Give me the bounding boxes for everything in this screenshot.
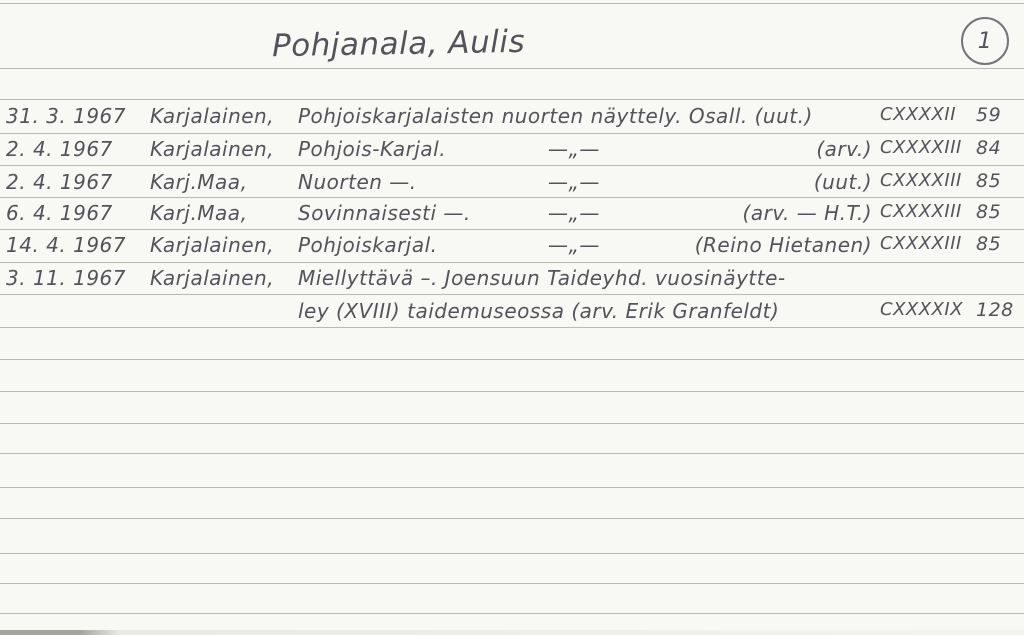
ruled-line — [0, 613, 1024, 614]
entry-date: 6. 4. 1967 — [6, 201, 113, 225]
ruled-line — [0, 99, 1024, 100]
entry-row — [0, 233, 1024, 263]
entry-note: (arv.) — [816, 137, 872, 161]
entry-row — [0, 170, 1024, 200]
entry-page: 85 — [976, 201, 1002, 223]
ruled-line — [0, 583, 1024, 584]
entry-code: CXXXXIX — [880, 299, 964, 320]
entry-title-line2: ley (XVIII) taidemuseossa (arv. Erik Granfeldt) — [298, 299, 780, 323]
page-number: 1 — [977, 28, 993, 54]
entry-row — [0, 137, 1024, 167]
entry-date: 2. 4. 1967 — [6, 170, 113, 194]
entry-source: Karj.Maa, — [150, 201, 248, 225]
ruled-line — [0, 3, 1024, 4]
entry-title: Nuorten —. — [298, 170, 417, 194]
entry-source: Karj.Maa, — [150, 170, 248, 194]
entry-row — [0, 104, 1024, 134]
entry-code: CXXXXIII — [880, 137, 962, 158]
entry-ditto-mark: —„— — [548, 170, 600, 194]
entry-source: Karjalainen, — [150, 104, 275, 128]
ruled-line — [0, 518, 1024, 519]
entry-page: 59 — [976, 104, 1002, 126]
entry-date: 2. 4. 1967 — [6, 137, 113, 161]
entry-title-line1: Miellyttävä –. Joensuun Taideyhd. vuosinäytte- — [298, 266, 786, 290]
card-bottom-edge — [0, 630, 1024, 635]
entry-note: (Reino Hietanen) — [694, 233, 872, 257]
entry-source: Karjalainen, — [150, 233, 275, 257]
entry-row — [0, 266, 1024, 296]
entry-ditto-mark: —„— — [548, 201, 600, 225]
entry-page: 84 — [976, 137, 1002, 159]
entry-title: Pohjoiskarjal. — [298, 233, 438, 257]
entry-note: (arv. — H.T.) — [742, 201, 872, 225]
entry-source: Karjalainen, — [150, 137, 275, 161]
entry-page: 128 — [976, 299, 1014, 321]
entry-note: (uut.) — [813, 170, 872, 194]
entry-title: Sovinnaisesti —. — [298, 201, 471, 225]
entry-code: CXXXXIII — [880, 233, 962, 254]
card-title: Pohjanala, Aulis — [271, 23, 526, 65]
ruled-line — [0, 68, 1024, 69]
entry-ditto-mark: —„— — [548, 233, 600, 257]
entry-row — [0, 201, 1024, 231]
entry-code: CXXXXIII — [880, 170, 962, 191]
entry-page: 85 — [976, 233, 1002, 255]
entry-date: 31. 3. 1967 — [6, 104, 127, 128]
ruled-line — [0, 487, 1024, 488]
entry-source: Karjalainen, — [150, 266, 275, 290]
entry-row-continuation — [0, 299, 1024, 329]
ruled-line — [0, 359, 1024, 360]
ruled-line — [0, 553, 1024, 554]
entry-page: 85 — [976, 170, 1002, 192]
entry-code: CXXXXIII — [880, 201, 962, 222]
entry-date: 3. 11. 1967 — [6, 266, 127, 290]
page-number-badge — [961, 17, 1009, 65]
entry-code: CXXXXII — [880, 104, 957, 125]
ruled-line — [0, 423, 1024, 424]
ruled-line — [0, 453, 1024, 454]
entry-title: Pohjois-Karjal. — [298, 137, 447, 161]
ruled-line — [0, 391, 1024, 392]
entry-ditto-mark: —„— — [548, 137, 600, 161]
entry-title: Pohjoiskarjalaisten nuorten näyttely. Osall. (uut.) — [298, 104, 813, 128]
entry-date: 14. 4. 1967 — [6, 233, 127, 257]
